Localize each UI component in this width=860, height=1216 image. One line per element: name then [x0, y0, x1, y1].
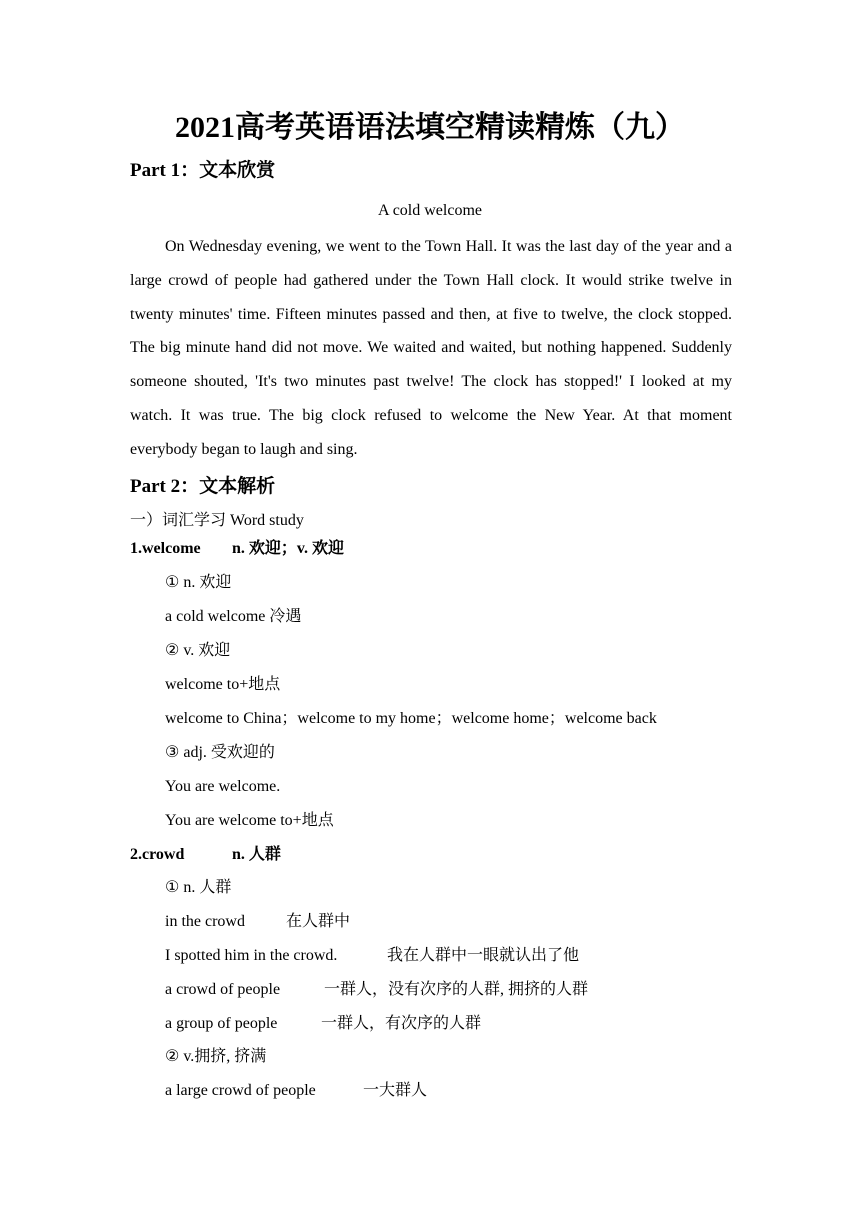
- section-label: 一）词汇学习 Word study: [130, 512, 304, 529]
- example-cn: 我在人群中一眼就认出了他: [387, 947, 580, 964]
- vocab-word-crowd: 2.crowd: [130, 846, 185, 863]
- passage-title: A cold welcome: [378, 202, 482, 219]
- example-line: a cold welcome 冷遇: [165, 608, 302, 625]
- example-cn: 在人群中: [286, 913, 351, 930]
- part1-heading: Part 1：文本欣赏: [130, 160, 276, 181]
- example-line: welcome to China；welcome to my home；welcome home；welcome back: [165, 710, 657, 727]
- example-en: a crowd of people: [165, 981, 281, 998]
- vocab-word-welcome: 1.welcome: [130, 540, 201, 557]
- example-en: in the crowd: [165, 913, 245, 930]
- example-en: a group of people: [165, 1015, 278, 1032]
- vocab-meaning-welcome: n. 欢迎；v. 欢迎: [232, 540, 345, 557]
- vocab-meaning-crowd: n. 人群: [232, 846, 281, 863]
- example-line: You are welcome.: [165, 778, 281, 795]
- example-cn: 一群人，有次序的人群: [321, 1015, 482, 1032]
- sense-item: ③ adj. 受欢迎的: [165, 744, 275, 761]
- example-en: I spotted him in the crowd.: [165, 947, 338, 964]
- passage-paragraph: On Wednesday evening, we went to the Town Hall. It was the last day of the year and a large crowd of people had gathered under the Town Hall clock. It would strike twelve in twenty minutes' time. Fifteen minutes passed and then, at five to twelve, the clock stopped. The big minute hand did not move. We waited and waited, but nothing happened. Suddenly someone shouted, 'It's two minutes past twelve! The clock has stopped!' I looked at my watch. It was true. The big clock refused to welcome the New Year. At that moment everybody began to laugh and sing.: [130, 238, 732, 458]
- example-line: welcome to+地点: [165, 676, 281, 693]
- sense-item: ① n. 人群: [165, 879, 232, 896]
- example-en: a large crowd of people: [165, 1082, 316, 1099]
- part2-heading: Part 2：文本解析: [130, 476, 276, 497]
- example-cn: 一群人，没有次序的人群, 拥挤的人群: [324, 981, 589, 998]
- example-cn: 一大群人: [363, 1082, 428, 1099]
- sense-item: ① n. 欢迎: [165, 574, 232, 591]
- sense-item: ② v.拥挤, 挤满: [165, 1048, 267, 1065]
- example-line: You are welcome to+地点: [165, 812, 334, 829]
- sense-item: ② v. 欢迎: [165, 642, 231, 659]
- passage-body: [130, 230, 732, 467]
- document-title: 2021高考英语语法填空精读精炼（九）: [175, 111, 685, 144]
